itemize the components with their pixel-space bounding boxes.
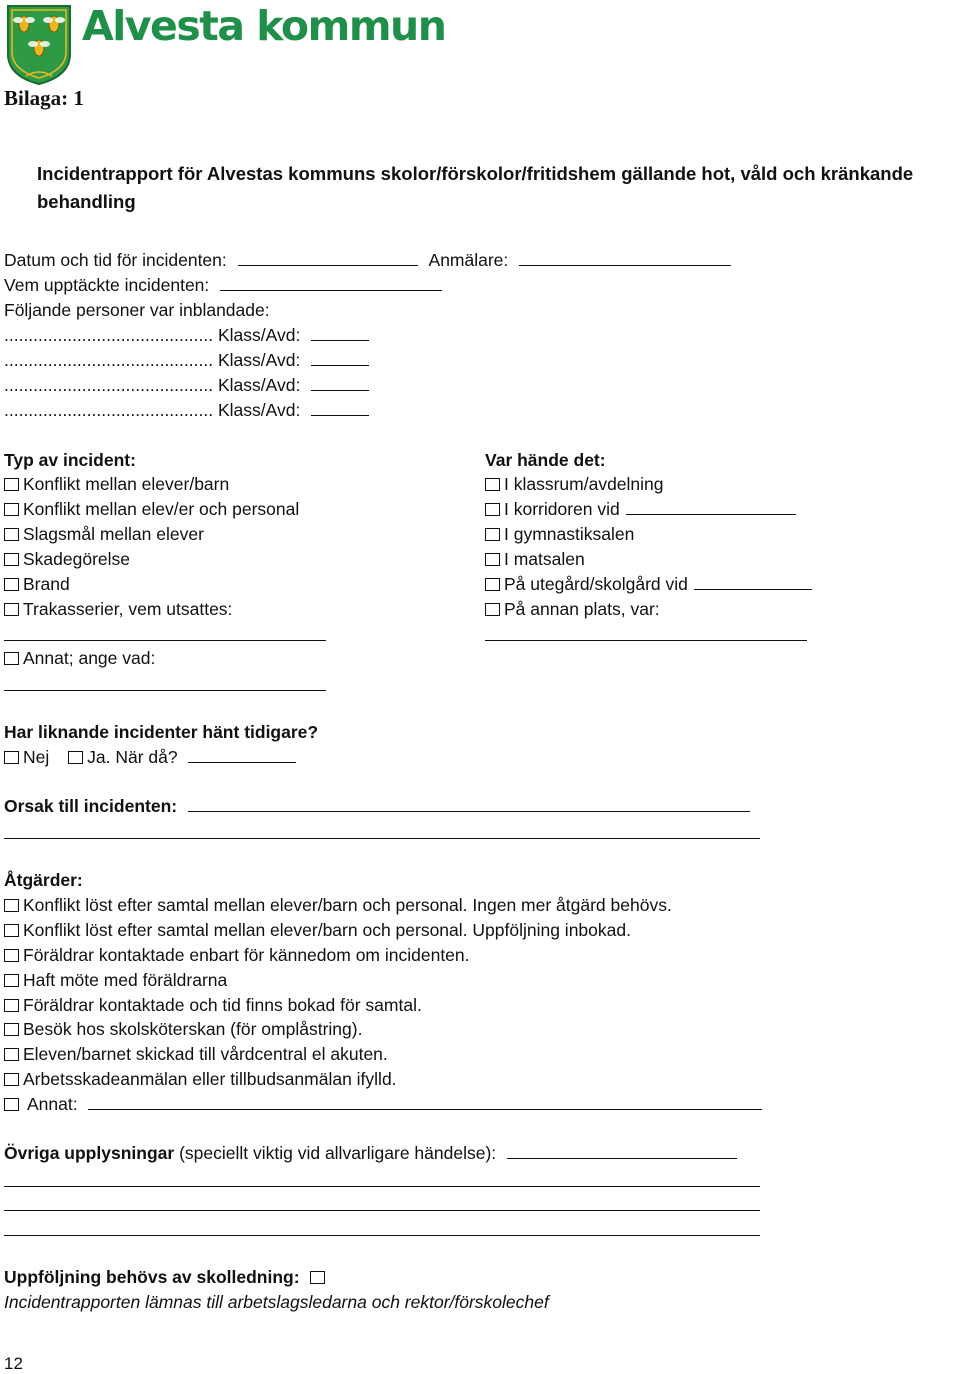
other-info-note: (speciellt viktig vid allvarligare händelse):	[179, 1143, 497, 1163]
person-name-field[interactable]: ...........................................	[4, 375, 214, 395]
checkbox[interactable]	[4, 603, 19, 616]
actions-heading: Åtgärder:	[4, 870, 83, 890]
involved-person-row	[4, 373, 369, 398]
checkbox-yes[interactable]	[68, 751, 83, 764]
location-option[interactable]: I klassrum/avdelning	[485, 472, 664, 497]
class-label: Klass/Avd:	[217, 325, 301, 345]
person-name-field[interactable]: ...........................................	[4, 400, 214, 420]
action-option[interactable]: Föräldrar kontaktade och tid finns bokad för samtal.	[4, 993, 422, 1018]
other-info-field[interactable]	[507, 1141, 737, 1159]
other-location-field[interactable]	[485, 640, 807, 641]
cause-row	[4, 794, 750, 819]
harassment-field[interactable]	[4, 640, 326, 641]
follow-up-row	[4, 1265, 329, 1290]
checkbox[interactable]	[4, 1048, 19, 1061]
checkbox[interactable]	[4, 899, 19, 912]
checkbox[interactable]	[4, 924, 19, 937]
discovered-field[interactable]	[220, 273, 442, 291]
discovered-label: Vem upptäckte incidenten:	[4, 275, 210, 295]
checkbox[interactable]	[485, 603, 500, 616]
incident-type-option[interactable]: Trakasserier, vem utsattes:	[4, 597, 232, 622]
incident-type-option[interactable]: Brand	[4, 572, 70, 597]
logo-wordmark: Alvesta kommun	[82, 2, 446, 50]
cause-field[interactable]	[188, 794, 750, 812]
location-option[interactable]: I korridoren vid	[485, 497, 796, 522]
class-label: Klass/Avd:	[217, 375, 301, 395]
other-info-row	[4, 1141, 737, 1166]
involved-label: Följande personer var inblandade:	[4, 300, 270, 320]
action-other-option[interactable]: Annat:	[4, 1092, 762, 1117]
action-other-field[interactable]	[88, 1092, 762, 1110]
other-info-line[interactable]	[4, 1186, 760, 1187]
action-option[interactable]: Arbetsskadeanmälan eller tillbudsanmälan ifylld.	[4, 1067, 397, 1092]
date-time-field[interactable]	[238, 248, 418, 266]
no-label: Nej	[23, 747, 50, 767]
class-field[interactable]	[311, 398, 369, 416]
class-label: Klass/Avd:	[217, 350, 301, 370]
checkbox[interactable]	[485, 578, 500, 591]
checkbox[interactable]	[485, 553, 500, 566]
follow-up-label: Uppföljning behövs av skolledning:	[4, 1267, 300, 1287]
checkbox[interactable]	[4, 1073, 19, 1086]
attachment-label: Bilaga: 1	[4, 86, 84, 110]
incident-type-option[interactable]: Konflikt mellan elever/barn	[4, 472, 229, 497]
incident-type-option[interactable]: Konflikt mellan elev/er och personal	[4, 497, 299, 522]
corridor-field[interactable]	[626, 497, 796, 515]
checkbox[interactable]	[4, 1098, 19, 1111]
other-type-field[interactable]	[4, 690, 326, 691]
checkbox[interactable]	[4, 999, 19, 1012]
involved-person-row	[4, 323, 369, 348]
checkbox[interactable]	[4, 652, 19, 665]
class-label: Klass/Avd:	[217, 400, 301, 420]
action-option[interactable]: Haft möte med föräldrarna	[4, 968, 227, 993]
involved-person-row	[4, 398, 369, 423]
date-time-row	[4, 248, 731, 273]
checkbox-no[interactable]	[4, 751, 19, 764]
action-option[interactable]: Konflikt löst efter samtal mellan elever/barn och personal. Ingen mer åtgärd behövs.	[4, 893, 672, 918]
other-info-line[interactable]	[4, 1210, 760, 1211]
when-field[interactable]	[188, 745, 296, 763]
schoolyard-field[interactable]	[694, 572, 812, 590]
incident-type-option[interactable]: Slagsmål mellan elever	[4, 522, 204, 547]
location-option[interactable]: I matsalen	[485, 547, 585, 572]
reporter-field[interactable]	[519, 248, 731, 266]
action-option[interactable]: Föräldrar kontaktade enbart för kännedom om incidenten.	[4, 943, 470, 968]
discovered-row	[4, 273, 442, 298]
checkbox[interactable]	[4, 578, 19, 591]
checkbox[interactable]	[4, 478, 19, 491]
previous-incidents-question: Har liknande incidenter hänt tidigare?	[4, 722, 319, 742]
follow-up-checkbox[interactable]	[310, 1271, 325, 1284]
person-name-field[interactable]: ...........................................	[4, 350, 214, 370]
checkbox[interactable]	[4, 949, 19, 962]
checkbox[interactable]	[4, 503, 19, 516]
checkbox[interactable]	[485, 478, 500, 491]
coat-of-arms-icon	[6, 4, 72, 86]
class-field[interactable]	[311, 323, 369, 341]
action-option[interactable]: Eleven/barnet skickad till vårdcentral el akuten.	[4, 1042, 388, 1067]
action-option[interactable]: Konflikt löst efter samtal mellan elever/barn och personal. Uppföljning inbokad.	[4, 918, 631, 943]
checkbox[interactable]	[4, 553, 19, 566]
location-option[interactable]: På annan plats, var:	[485, 597, 660, 622]
class-field[interactable]	[311, 373, 369, 391]
checkbox[interactable]	[485, 528, 500, 541]
yes-label: Ja. När då?	[87, 747, 178, 767]
checkbox[interactable]	[4, 1023, 19, 1036]
follow-up-note: Incidentrapporten lämnas till arbetslagsledarna och rektor/förskolechef	[4, 1292, 549, 1312]
cause-label: Orsak till incidenten:	[4, 796, 178, 816]
action-option[interactable]: Besök hos skolsköterskan (för omplåstring).	[4, 1017, 362, 1042]
logo	[6, 4, 445, 86]
checkbox[interactable]	[4, 528, 19, 541]
cause-field-line[interactable]	[4, 838, 760, 839]
document-title: Incidentrapport för Alvestas kommuns skolor/förskolor/fritidshem gällande hot, våld och kränkande behandling	[37, 163, 914, 212]
previous-incidents-row	[4, 745, 296, 770]
checkbox[interactable]	[485, 503, 500, 516]
other-info-label: Övriga upplysningar	[4, 1143, 175, 1163]
person-name-field[interactable]: ...........................................	[4, 325, 214, 345]
incident-type-heading: Typ av incident:	[4, 450, 136, 470]
incident-type-option[interactable]: Skadegörelse	[4, 547, 130, 572]
location-option[interactable]: På utegård/skolgård vid	[485, 572, 812, 597]
checkbox[interactable]	[4, 974, 19, 987]
class-field[interactable]	[311, 348, 369, 366]
other-info-line[interactable]	[4, 1235, 760, 1236]
incident-type-other-option[interactable]: Annat; ange vad:	[4, 646, 155, 671]
location-heading: Var hände det:	[485, 450, 606, 470]
page-number: 12	[4, 1354, 23, 1373]
location-option[interactable]: I gymnastiksalen	[485, 522, 634, 547]
date-time-label: Datum och tid för incidenten:	[4, 250, 227, 270]
reporter-label: Anmälare:	[428, 250, 509, 270]
involved-person-row	[4, 348, 369, 373]
